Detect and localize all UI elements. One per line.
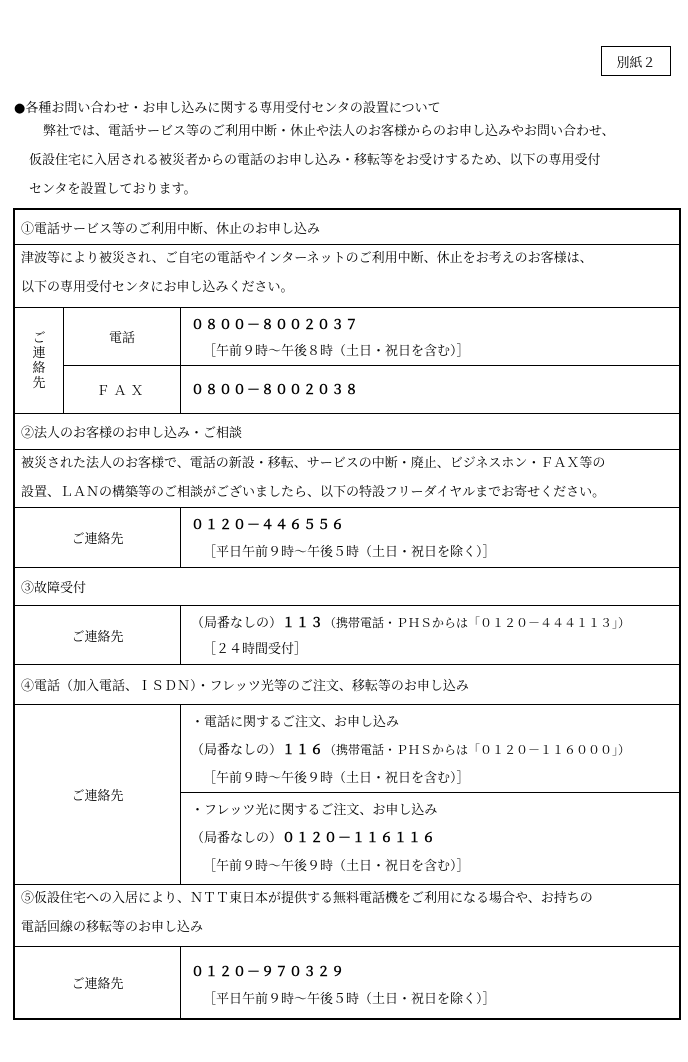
s4-phone-heading: ・電話に関するご注文、お申し込み [191,715,400,730]
s1-fax-label: ＦＡＸ [96,384,148,399]
s1-phone-hours: ［午前９時～午後８時（土日・祝日を含む）］ [203,344,470,359]
s4-title: ④電話（加入電話、ＩＳＤＮ）・フレッツ光等のご注文、移転等のお申し込み [15,665,679,705]
s1-desc-line: 津波等により被災され、ご自宅の電話やインターネットのご利用中断、休止をお考えのお客様は、 [21,251,593,266]
s3-contact-label-cell [15,606,181,664]
s2-contact-label: ご連絡先 [71,532,124,547]
s1-desc-line: 以下の専用受付センタにお申し込みください。 [21,280,294,295]
s3-number-line [191,612,630,631]
s4-flets-prefix: （局番なしの） [191,831,283,846]
s3-number: １１３ [282,616,325,631]
s1-phone-number: ０８００－８００２０３７ [191,318,360,333]
s1-fax-cell [181,365,679,414]
s5-title [15,885,679,947]
s4-flets-hours: ［午前９時～午後９時（土日・祝日を含む）］ [203,859,470,874]
s2-title: ②法人のお客様のお申し込み・ご相談 [15,414,679,450]
s5-title-line: ⑤仮設住宅への入居により、ＮＴＴ東日本が提供する無料電話機をご利用になる場合や、お持ちの [21,891,593,906]
s4-flets-number-line [191,827,436,846]
s4-contact-row [15,705,679,885]
s3-prefix: （局番なしの） [191,616,283,631]
s2-desc-line: 設置、ＬＡＮの構築等のご相談がございましたら、以下の特設フリーダイヤルまでお寄せください。 [21,485,606,500]
s2-contact-label-cell [15,508,181,567]
s1-fax-label-cell [64,365,181,414]
s5-contact-cell [181,947,679,1018]
s4-contact-label: ご連絡先 [71,789,124,804]
s5-number: ０１２０－９７０３２９ [191,965,346,980]
s4-phone-prefix: （局番なしの） [191,743,283,758]
s5-contact-label: ご連絡先 [71,977,124,992]
s4-flets-heading: ・フレッツ光に関するご注文、お申し込み [191,803,438,818]
s2-number: ０１２０－４４６５５６ [191,518,346,533]
s4-phone-number-line [191,739,630,758]
s1-phone-cell [181,308,679,365]
s4-phone-number: １１６ [282,743,325,758]
s1-contact-row [15,308,679,414]
intro-paragraph [29,122,679,209]
s3-contact-label: ご連絡先 [71,629,124,645]
s4-flets-number: ０１２０－１１６１１６ [282,831,437,846]
s3-hours: ［２４時間受付］ [203,642,308,657]
divider [181,792,679,793]
s4-phone-mobile-note: （携帯電話・ＰＨＳからは「０１２０－１１６０００」） [324,743,631,757]
s2-contact-cell [181,508,679,567]
intro-line: 弊社では、電話サービス等のご利用中断・休止や法人のお客様からのお申し込みやお問い合わせ、 [43,124,615,139]
s2-contact-row [15,508,679,568]
intro-line: センタを設置しております。 [29,182,197,197]
s5-contact-label-cell [15,947,181,1018]
s1-title: ①電話サービス等のご利用中断、休止のお申し込み [15,210,679,245]
s4-contact-label-cell [15,705,181,884]
attachment-label: 別紙２ [601,46,671,76]
s1-phone-label: 電話 [108,331,135,346]
s3-contact-row [15,606,679,665]
s1-contact-grid [64,308,679,413]
section-heading: ●各種お問い合わせ・お申し込みに関する専用受付センタの設置について [14,101,441,116]
s5-title-line: 電話回線の移転等のお申し込み [21,920,204,935]
intro-line: 仮設住宅に入居される被災者からの電話のお申し込み・移転等をお受けするため、以下の専用受付 [29,153,601,168]
s1-contact-label-cell [15,308,64,413]
s3-title: ③故障受付 [15,568,679,606]
s5-hours: ［平日午前９時～午後５時（土日・祝日を除く）］ [203,992,496,1007]
s2-desc-line: 被災された法人のお客様で、電話の新設・移転、サービスの中断・廃止、ビジネスホン・ＦＡＸ等の [21,456,606,471]
s5-contact-row [15,947,679,1018]
s1-contact-label: ご連絡先 [32,330,46,391]
s1-fax-number: ０８００－８００２０３８ [191,383,360,398]
contact-table [13,208,681,1020]
s1-phone-label-cell [64,308,181,365]
s1-description [15,245,679,308]
s4-phone-hours: ［午前９時～午後９時（土日・祝日を含む）］ [203,771,470,786]
s2-hours: ［平日午前９時～午後５時（土日・祝日を除く）］ [203,545,496,560]
s3-mobile-note: （携帯電話・ＰＨＳからは「０１２０－４４４１１３」） [324,616,631,630]
s2-description [15,450,679,508]
s3-contact-cell [181,606,679,664]
s4-contact-cell [181,705,679,884]
